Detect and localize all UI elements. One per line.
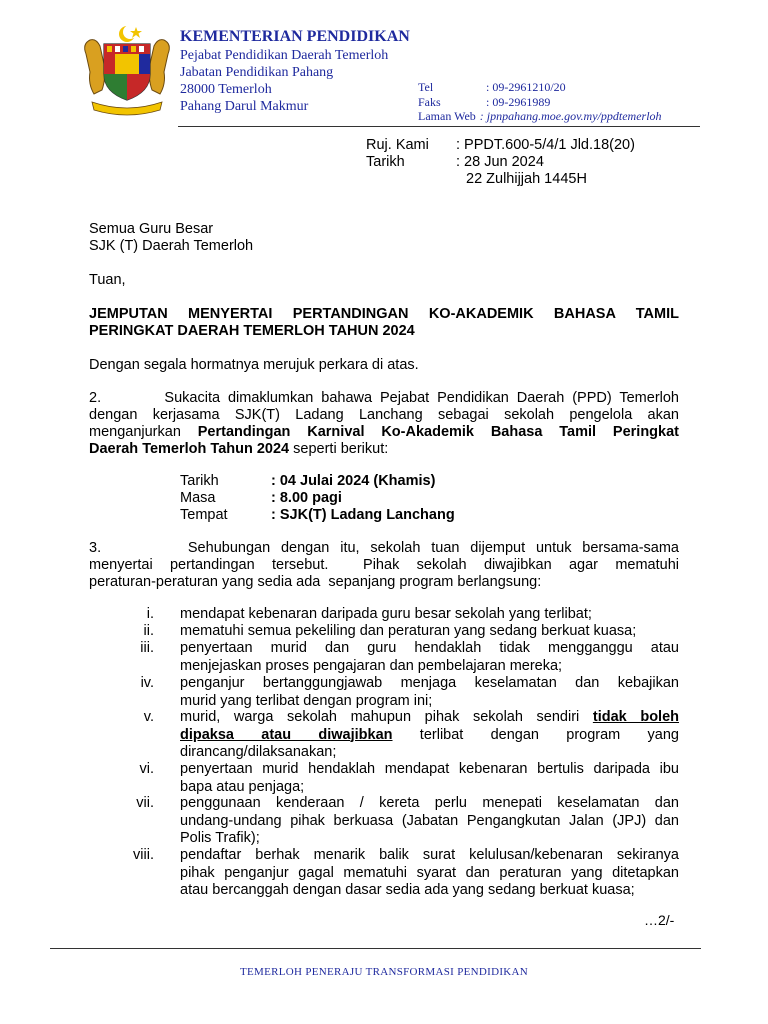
reference-label: Ruj. Kami <box>366 137 429 153</box>
fax-value: : 09-2961989 <box>486 95 551 109</box>
list-item <box>180 847 679 900</box>
list-item-line: penyertaan murid hendaklah mendapat kebenaran bertulis daripada ibu <box>180 761 679 777</box>
list-number: vii. <box>136 795 154 811</box>
paragraph-3-line: peraturan-peraturan yang sedia ada sepanjang program berlangsung: <box>89 574 542 590</box>
list-item-line: undang-undang pihak berkuasa (Jabatan Pengangkutan Jalan (JPJ) dan <box>180 812 679 829</box>
list-item-line <box>180 709 679 727</box>
paragraph-text: menganjurkan <box>89 424 198 440</box>
paragraph-2-line: 2. Sukacita dimaklumkan bahawa Pejabat Pendidikan Daerah (PPD) Temerloh <box>89 390 679 406</box>
paragraph-text: seperti berikut: <box>289 441 389 457</box>
list-item-line: penggunaan kenderaan / kereta perlu menepati keselamatan dan <box>180 795 679 811</box>
address-line: 28000 Temerloh <box>180 82 272 97</box>
emphasis-text: tidak boleh <box>592 709 679 725</box>
list-item-line: pendaftar berhak menarik balik surat kelulusan/kebenaran sekiranya <box>180 847 679 863</box>
event-detail-value: : 8.00 pagi <box>271 490 342 506</box>
event-detail-label: Tempat <box>180 507 228 523</box>
list-item-line: penyertaan murid dan guru hendaklah tidak mengganggu atau <box>180 640 679 656</box>
web-row <box>418 109 662 124</box>
list-item <box>180 761 679 796</box>
emphasis-text: dipaksa atau diwajibkan <box>180 726 393 743</box>
list-item-text: murid, warga sekolah mahupun pihak sekolah sendiri <box>180 709 593 725</box>
subject-line: PERINGKAT DAERAH TEMERLOH TAHUN 2024 <box>89 323 415 339</box>
address-line: Pahang Darul Makmur <box>180 99 309 114</box>
letterhead-divider <box>178 126 700 127</box>
list-number: viii. <box>133 847 154 863</box>
date-row <box>366 154 544 170</box>
footer-slogan: TEMERLOH PENERAJU TRANSFORMASI PENDIDIKAN <box>239 966 529 978</box>
web-link[interactable]: : jpnpahang.moe.gov.my/ppdtemerloh <box>479 109 662 123</box>
list-number: i. <box>146 606 154 622</box>
recipient-line: Semua Guru Besar <box>89 221 214 237</box>
page-continuation: …2/- <box>644 912 675 928</box>
list-number: vi. <box>139 761 154 777</box>
salutation: Tuan, <box>89 272 126 288</box>
list-item-line: Polis Trafik); <box>180 830 260 846</box>
list-item-line: murid yang terlibat dengan program ini; <box>180 692 433 709</box>
list-item-line: menjejaskan proses pengajaran dan pembelajaran mereka; <box>180 657 563 674</box>
tel-label: Tel <box>418 80 434 94</box>
list-item <box>180 795 679 848</box>
event-date-row <box>180 473 435 489</box>
paragraph-2-line <box>89 424 679 442</box>
subject-line: JEMPUTAN MENYERTAI PERTANDINGAN KO-AKADEMIK BAHASA TAMIL <box>89 306 679 322</box>
reference-value: : PPDT.600-5/4/1 Jld.18(20) <box>456 137 635 153</box>
list-item-line <box>180 727 679 745</box>
web-label: Laman Web <box>418 109 476 123</box>
list-item <box>180 606 679 624</box>
event-detail-value: : SJK(T) Ladang Lanchang <box>271 507 455 523</box>
event-name: Daerah Temerloh Tahun 2024 <box>89 441 290 457</box>
list-number: iii. <box>140 640 154 656</box>
list-number: iv. <box>140 675 154 691</box>
address-line: Jabatan Pendidikan Pahang <box>180 65 334 80</box>
list-item-line: penganjur bertanggungjawab menjaga keselamatan dan kebajikan <box>180 675 679 691</box>
event-name: Pertandingan Karnival Ko-Akademik Bahasa Tamil Peringkat <box>197 424 680 440</box>
event-venue-row <box>180 507 455 523</box>
list-item-line: mendapat kebenaran daripada guru besar sekolah yang terlibat; <box>180 606 592 622</box>
list-item-line: atau bercanggah dengan dasar sedia ada yang sedang berkuat kuasa; <box>180 882 635 898</box>
footer-divider <box>50 948 701 949</box>
intro-paragraph: Dengan segala hormatnya merujuk perkara di atas. <box>89 357 419 373</box>
hijri-date: 22 Zulhijjah 1445H <box>466 171 587 187</box>
event-time-row <box>180 490 342 506</box>
fax-row <box>418 95 550 110</box>
list-item <box>180 640 679 675</box>
event-detail-label: Masa <box>180 490 216 506</box>
list-item <box>180 623 679 641</box>
list-number: ii. <box>143 623 154 639</box>
reference-row <box>366 137 635 153</box>
paragraph-2-line <box>89 441 679 459</box>
paragraph-2-line: dengan kerjasama SJK(T) Ladang Lanchang sebagai sekolah pengelola akan <box>89 407 679 423</box>
list-item-text: terlibat dengan program yang <box>392 726 679 743</box>
recipient-line: SJK (T) Daerah Temerloh <box>89 238 254 254</box>
list-number: v. <box>143 709 154 725</box>
list-item-line: dirancang/dilaksanakan; <box>180 744 337 760</box>
list-item <box>180 709 679 762</box>
paragraph-3-line: menyertai pertandingan tersebut. Pihak sekolah diwajibkan agar mematuhi <box>89 557 679 573</box>
date-value: : 28 Jun 2024 <box>456 154 544 170</box>
list-item-line: bapa atau penjaga; <box>180 778 305 795</box>
date-label: Tarikh <box>366 154 405 170</box>
paragraph-3-line: 3. Sehubungan dengan itu, sekolah tuan dijemput untuk bersama-sama <box>89 540 679 556</box>
list-item-line: mematuhi semua pekeliling dan peraturan yang sedang berkuat kuasa; <box>180 623 637 639</box>
event-detail-label: Tarikh <box>180 473 219 489</box>
fax-label: Faks <box>418 95 441 109</box>
tel-row <box>418 80 566 95</box>
list-item-line: pihak penganjur gagal mematuhi syarat dan peraturan yang ditetapkan <box>180 864 679 881</box>
event-detail-value: : 04 Julai 2024 (Khamis) <box>271 473 436 489</box>
address-line: Pejabat Pendidikan Daerah Temerloh <box>180 48 389 63</box>
list-item <box>180 675 679 710</box>
malaysia-coat-of-arms-icon <box>78 24 176 116</box>
ministry-name: KEMENTERIAN PENDIDIKAN <box>180 28 410 45</box>
tel-value: : 09-2961210/20 <box>486 80 566 94</box>
